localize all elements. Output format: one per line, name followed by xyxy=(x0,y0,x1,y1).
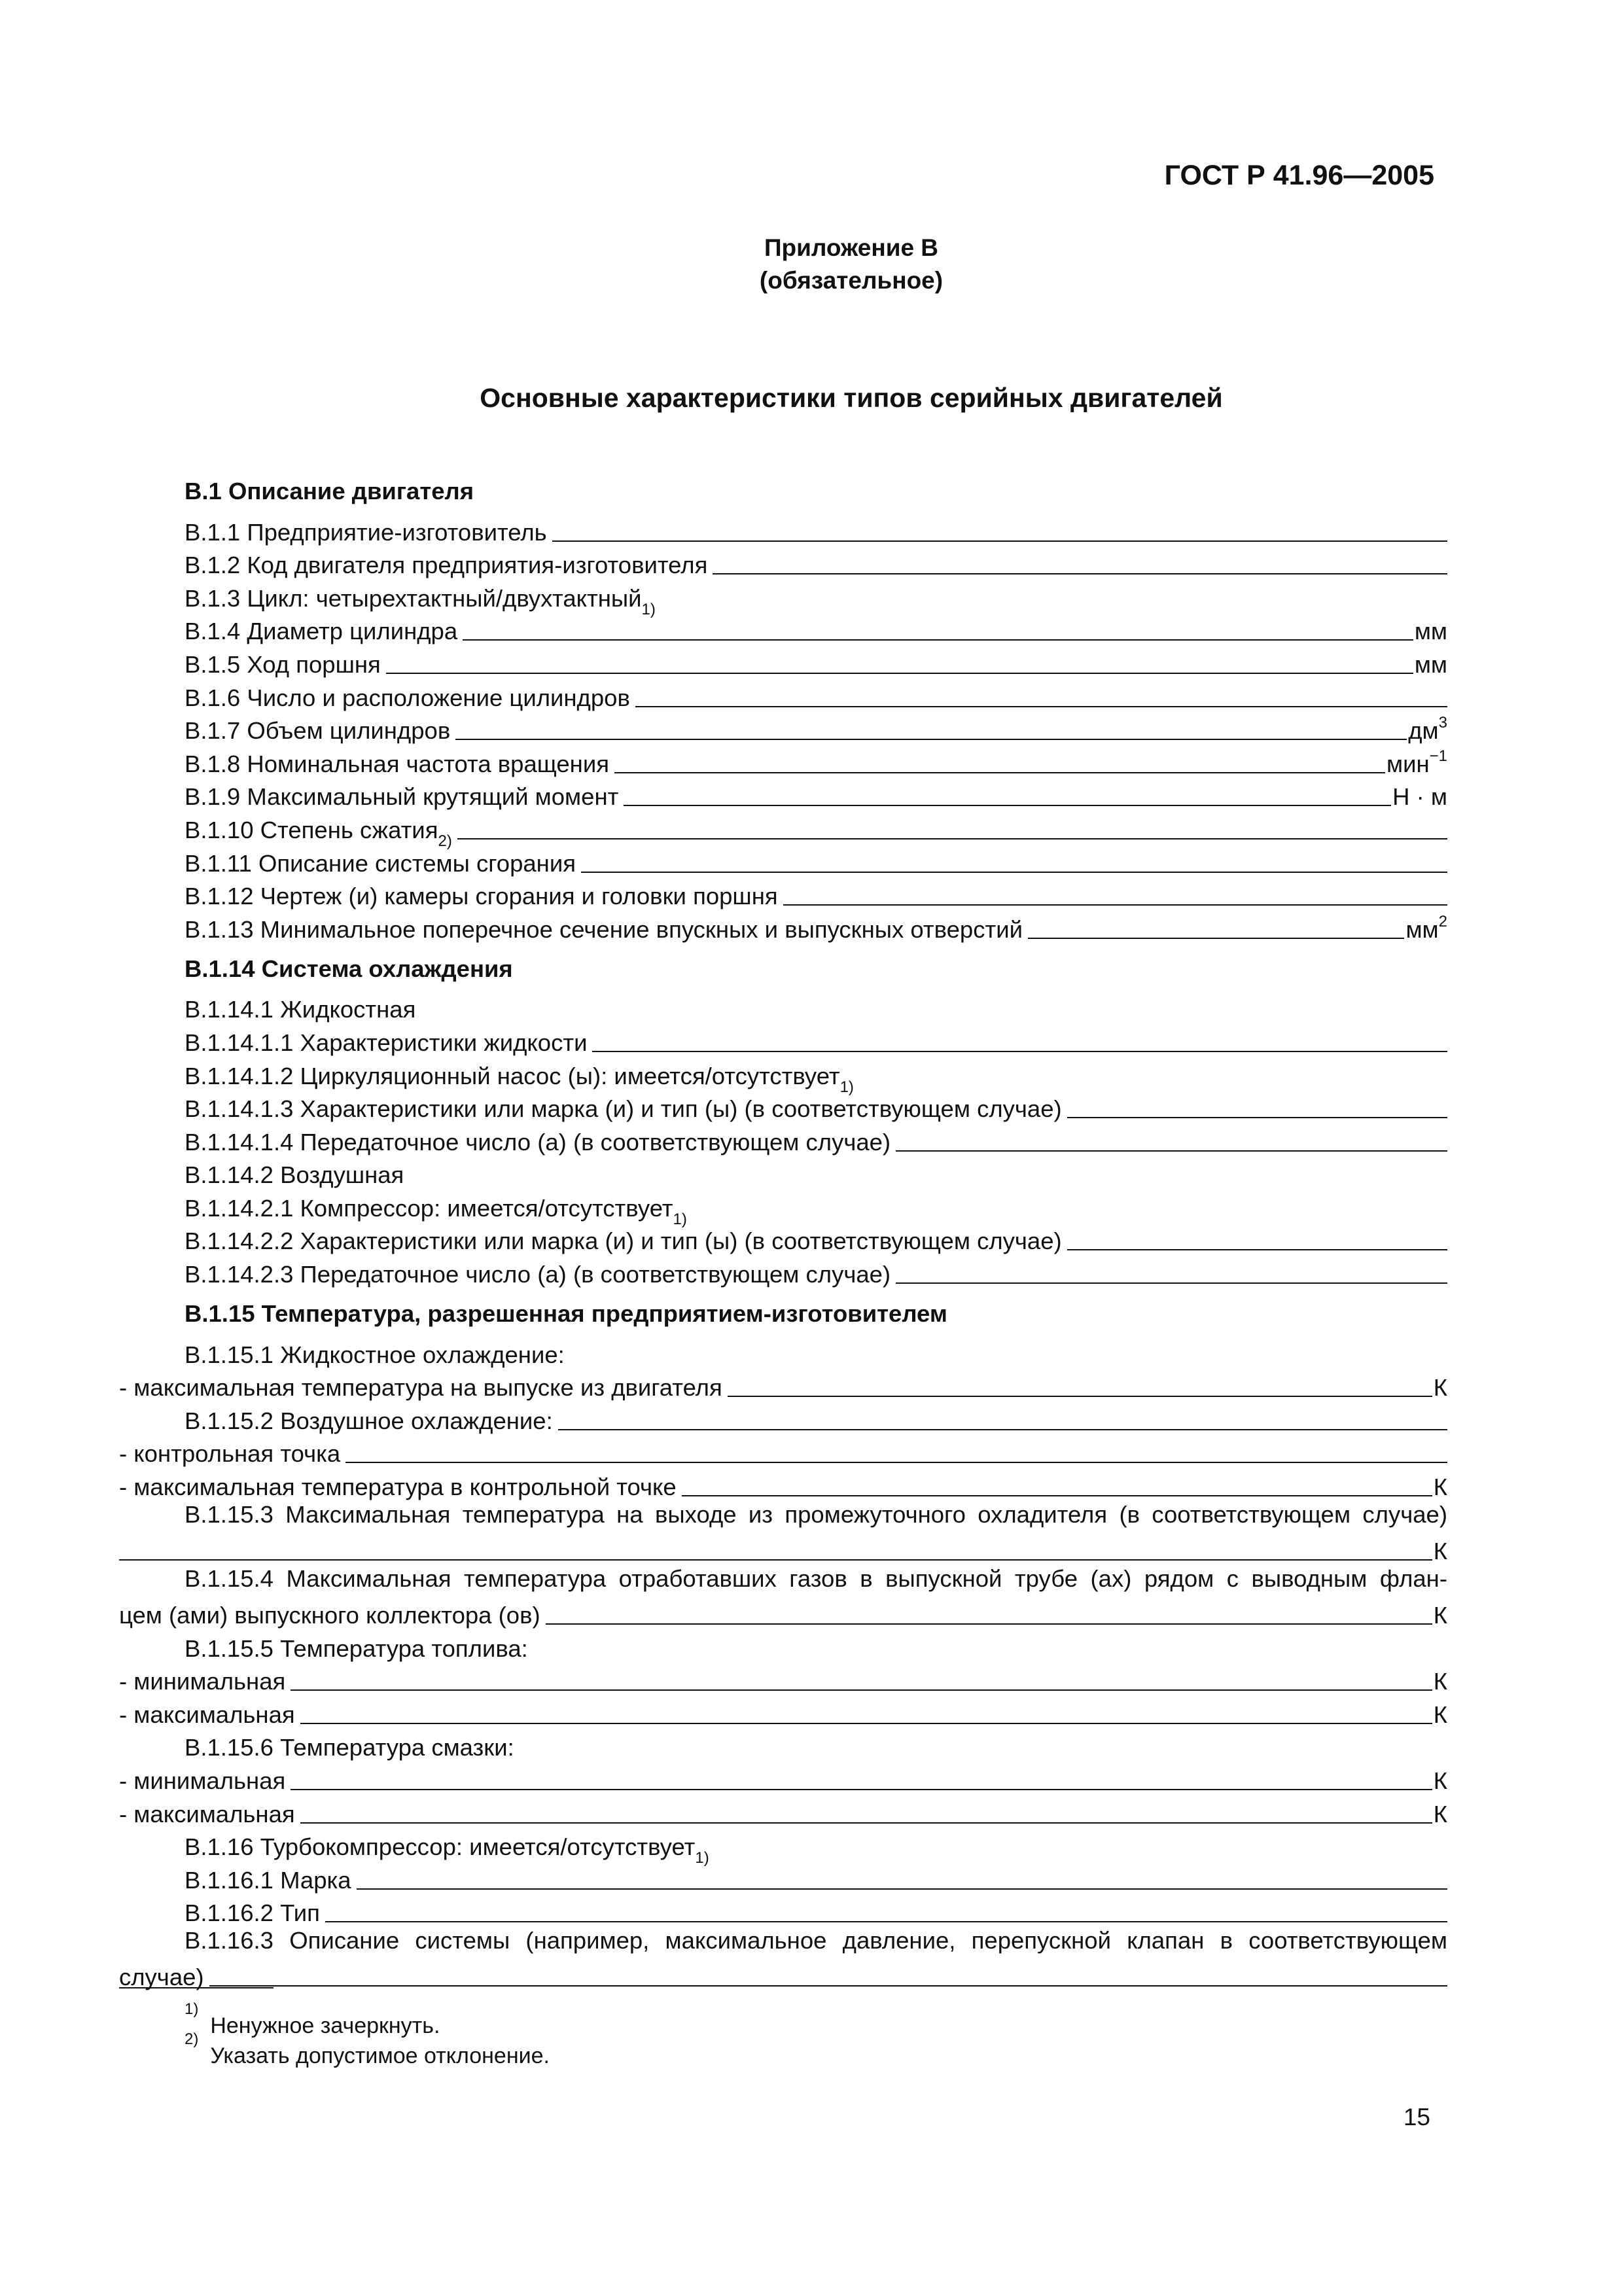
fill-line[interactable] xyxy=(728,1396,1432,1397)
fill-line[interactable] xyxy=(592,1051,1447,1052)
field-bore: В.1.4 Диаметр цилиндра мм xyxy=(185,618,1447,645)
fill-line[interactable] xyxy=(1067,1117,1447,1118)
field-reference-point: - контрольная точка xyxy=(119,1435,1447,1468)
field-turbo-system: В.1.16.3 Описание системы (например, максимальное давление, перепускной клапан в соответствующем случае) xyxy=(119,1927,1447,1991)
footnotes xyxy=(185,2000,550,2071)
field-fuel-temp: В.1.15.5 Температура топлива: xyxy=(185,1634,528,1662)
field-lube-temp: В.1.15.6 Температура смазки: xyxy=(185,1734,514,1761)
unit-label: К xyxy=(1433,1767,1447,1794)
field-blower: В.1.14.2.1 Компрессор: имеется/отсутствует $^{1)}$ xyxy=(185,1194,687,1228)
field-exhaust-temp: В.1.15.4 Максимальная температура отработавших газов в выпускной трубе (ах) рядом с выводным флан- цем (ами) выпускного коллектора (ов) К xyxy=(119,1565,1447,1629)
fill-line[interactable] xyxy=(896,1282,1447,1284)
field-turbocharger: В.1.16 Турбокомпрессор: имеется/отсутствует $^{1)}$ xyxy=(185,1833,709,1867)
fill-line[interactable] xyxy=(1028,938,1404,939)
fill-line[interactable] xyxy=(291,1789,1432,1790)
footnote-separator xyxy=(119,1987,274,1988)
fill-line[interactable] xyxy=(581,872,1447,873)
unit-label: К xyxy=(1433,1602,1447,1629)
footnote-2: $^{2)}$ Указать допустимое отклонение. xyxy=(185,2030,550,2068)
page-number: 15 xyxy=(1403,2104,1430,2130)
field-rated-speed: В.1.8 Номинальная частота вращения мин$^{-1}$ xyxy=(185,747,1447,777)
appendix-label: Приложение В xyxy=(764,234,939,261)
fill-line[interactable] xyxy=(682,1495,1432,1496)
field-fuel-temp-max: - максимальная К xyxy=(119,1701,1447,1728)
fill-line[interactable] xyxy=(635,706,1447,707)
fill-line[interactable] xyxy=(291,1689,1432,1691)
field-blower-make-type: В.1.14.2.2 Характеристики или марка (и) и тип (ы) (в соответствующем случае) xyxy=(185,1222,1447,1256)
field-liquid-characteristics: В.1.14.1.1 Характеристики жидкости xyxy=(185,1023,1447,1057)
fill-line[interactable] xyxy=(713,573,1447,574)
field-max-outlet-temp: - максимальная температура на выпуске из двигателя К xyxy=(119,1374,1447,1402)
unit-label: $мм^2$ xyxy=(1405,912,1447,943)
fill-line[interactable] xyxy=(1067,1249,1447,1250)
fill-line[interactable] xyxy=(463,639,1413,641)
field-turbo-type: В.1.16.2 Тип xyxy=(185,1894,1447,1928)
fill-line[interactable] xyxy=(300,1723,1432,1724)
appendix-status: (обязательное) xyxy=(759,267,944,294)
appendix-heading xyxy=(0,232,1624,297)
unit-label: К xyxy=(1433,1374,1447,1402)
footnote-1: $^{1)}$ Ненужное зачеркнуть. xyxy=(185,2000,440,2038)
fill-line[interactable] xyxy=(624,805,1391,806)
field-stroke: В.1.5 Ход поршня мм xyxy=(185,650,1447,678)
form-content xyxy=(119,466,1447,1991)
field-blower-ratio: В.1.14.2.3 Передаточное число (а) (в соответствующем случае) xyxy=(185,1255,1447,1288)
fill-line[interactable] xyxy=(546,1623,1432,1625)
field-engine-code: В.1.2 Код двигателя предприятия-изготовителя xyxy=(185,546,1447,580)
document-code: ГОСТ Р 41.96—2005 xyxy=(1164,160,1434,191)
fill-line[interactable] xyxy=(119,1559,1432,1561)
fill-line[interactable] xyxy=(345,1462,1447,1463)
fill-line[interactable] xyxy=(386,673,1413,674)
field-liquid: В.1.14.1 Жидкостная xyxy=(185,996,416,1023)
fill-line[interactable] xyxy=(558,1429,1447,1430)
field-lube-temp-min: - минимальная К xyxy=(119,1767,1447,1794)
page-title: Основные характеристики типов серийных двигателей xyxy=(480,383,1223,413)
field-max-torque: В.1.9 Максимальный крутящий момент Н · м xyxy=(185,783,1447,811)
fill-line[interactable] xyxy=(357,1888,1447,1890)
field-pump-make-type: В.1.14.1.3 Характеристики или марка (и) и тип (ы) (в соответствующем случае) xyxy=(185,1090,1447,1123)
field-pump-ratio: В.1.14.1.4 Передаточное число (а) (в соответствующем случае) xyxy=(185,1123,1447,1156)
unit-label: мм xyxy=(1414,650,1447,678)
fill-line[interactable] xyxy=(325,1921,1447,1922)
field-air: В.1.14.2 Воздушная xyxy=(185,1161,404,1189)
fill-line[interactable] xyxy=(783,904,1447,906)
unit-label: К xyxy=(1433,1800,1447,1828)
unit-label: мин$^{-1}$ xyxy=(1386,747,1447,777)
section-heading-b114: В.1.14 Система охлаждения xyxy=(185,955,513,982)
unit-label: К xyxy=(1433,1538,1447,1565)
section-heading-b115: В.1.15 Температура, разрешенная предприятием-изготовителем xyxy=(185,1300,947,1328)
field-cylinders: В.1.6 Число и расположение цилиндров xyxy=(185,679,1447,712)
field-reference-point-temp: - максимальная температура в контрольной точке К xyxy=(119,1474,1447,1501)
field-liquid-cooling: В.1.15.1 Жидкостное охлаждение: xyxy=(185,1341,565,1368)
fill-line[interactable] xyxy=(209,1985,1447,1987)
field-displacement: В.1.7 Объем цилиндров $дм^3$ xyxy=(185,714,1447,745)
fill-line[interactable] xyxy=(455,739,1407,740)
field-lube-temp-max: - максимальная К xyxy=(119,1800,1447,1828)
unit-label: $дм^3$ xyxy=(1408,714,1447,745)
field-compression-ratio: В.1.10 Степень сжатия $^{2)}$ xyxy=(185,811,1447,844)
unit-label: К xyxy=(1433,1701,1447,1728)
fill-line[interactable] xyxy=(300,1822,1432,1824)
section-heading-b1: В.1 Описание двигателя xyxy=(185,478,474,504)
field-turbo-make: В.1.16.1 Марка xyxy=(185,1861,1447,1894)
unit-label: К xyxy=(1433,1668,1447,1695)
unit-label: Н · м xyxy=(1392,783,1447,811)
field-air-cooling: В.1.15.2 Воздушное охлаждение: xyxy=(185,1402,1447,1435)
unit-label: мм xyxy=(1414,618,1447,645)
field-cycle: В.1.3 Цикл: четырехтактный/двухтактный $^{1)}$ xyxy=(185,584,656,618)
field-circulation-pump: В.1.14.1.2 Циркуляционный насос (ы): имеется/отсутствует $^{1)}$ xyxy=(185,1062,854,1096)
fill-line[interactable] xyxy=(614,772,1385,773)
field-fuel-temp-min: - минимальная К xyxy=(119,1668,1447,1695)
field-combustion-system: В.1.11 Описание системы сгорания xyxy=(185,844,1447,877)
unit-label: К xyxy=(1433,1474,1447,1501)
fill-line[interactable] xyxy=(457,838,1447,839)
field-port-section: В.1.13 Минимальное поперечное сечение впускных и выпускных отверстий $мм^2$ xyxy=(185,912,1447,943)
field-manufacturer: В.1.1 Предприятие-изготовитель xyxy=(185,513,1447,546)
field-combustion-drawing: В.1.12 Чертеж (и) камеры сгорания и головки поршня xyxy=(185,877,1447,911)
fill-line[interactable] xyxy=(552,540,1447,542)
field-intercooler-temp: В.1.15.3 Максимальная температура на выходе из промежуточного охладителя (в соответствующем случае) К xyxy=(185,1501,1447,1565)
fill-line[interactable] xyxy=(896,1150,1447,1152)
